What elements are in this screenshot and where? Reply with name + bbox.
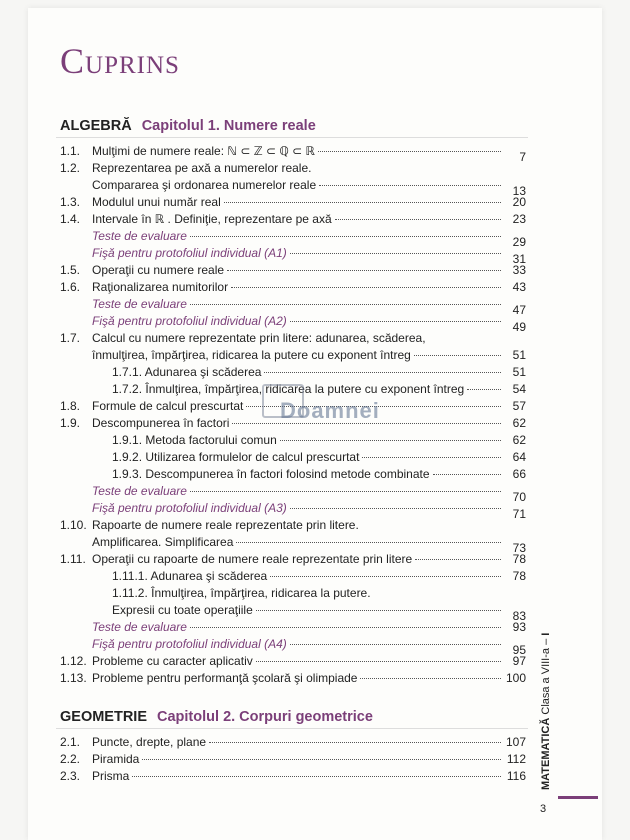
dot-leader [227, 270, 501, 271]
toc-entry [60, 751, 526, 768]
toc-entry-page: 73 [512, 541, 526, 555]
toc-entry-page: 70 [512, 490, 526, 504]
toc-entry-title: înmulţirea, împărţirea, ridicarea la putere cu exponent întreg [92, 348, 411, 362]
toc-entry [60, 466, 526, 483]
toc-entry [60, 245, 526, 266]
dot-leader [290, 321, 501, 322]
section-header-algebra [60, 118, 316, 134]
toc-entry-title: Fişă pentru protofoliul individual (A4) [92, 637, 287, 651]
toc-entry-title: Teste de evaluare [92, 484, 187, 498]
section-divider [56, 137, 528, 138]
side-subject: MATEMATICĂ [540, 717, 552, 790]
toc-entry-page: 33 [512, 263, 526, 277]
toc-entry-number: 1.1. [60, 144, 81, 158]
toc-entry-page: 112 [506, 752, 526, 766]
toc-entry-title: 1.9.1. Metoda factorului comun [112, 433, 277, 447]
toc-entry-title: 1.11.2. Înmulţirea, împărţirea, ridicarea la putere. [112, 586, 371, 600]
dot-leader [290, 644, 501, 645]
toc-entry [60, 177, 526, 198]
dot-leader [190, 491, 501, 492]
toc-entry-title: Probleme cu caracter aplicativ [92, 654, 253, 668]
toc-entry-page: 31 [512, 252, 526, 266]
toc-entry [60, 432, 526, 449]
toc-entry [60, 534, 526, 555]
toc-entry-page: 107 [505, 735, 526, 749]
toc-entry-page: 62 [512, 416, 526, 430]
section-label: GEOMETRIE [60, 709, 148, 725]
toc-entry [60, 585, 526, 602]
toc-entry [60, 500, 526, 521]
toc-entry [60, 619, 526, 636]
toc-entry-title: Mulţimi de numere reale: ℕ ⊂ ℤ ⊂ ℚ ⊂ ℝ [92, 144, 316, 158]
toc-entry-title: Operaţii cu rapoarte de numere reale reprezentate prin litere [92, 552, 413, 566]
toc-entry-page: 47 [512, 303, 526, 317]
toc-entry-page: 57 [512, 399, 526, 413]
chapter-title: Capitolul 1. Numere reale [141, 118, 316, 134]
toc-entry-page: 95 [512, 643, 526, 657]
toc-entry-page: 71 [512, 507, 526, 521]
toc-entry-number: 1.11. [60, 552, 86, 566]
dot-leader [414, 355, 501, 356]
toc-entry-title: Fişă pentru protofoliul individual (A2) [92, 314, 287, 328]
toc-entry [60, 279, 526, 296]
toc-entry [60, 296, 526, 317]
toc-entry-number: 1.5. [60, 263, 81, 277]
toc-entry-page: 78 [512, 552, 526, 566]
toc-entry [60, 483, 526, 504]
toc-entry-title: 1.9.3. Descompunerea în factori folosind metode combinate [112, 467, 430, 481]
toc-entry [60, 313, 526, 334]
page-number: 3 [540, 803, 547, 815]
toc-entry [60, 330, 526, 347]
toc-entry [60, 517, 526, 534]
toc-entry-title: Modulul unui număr real [92, 195, 221, 209]
toc-entry-title: Prisma [92, 769, 130, 783]
dot-leader [224, 202, 501, 203]
toc-entry [60, 194, 526, 211]
toc-entry-title: 1.7.1. Adunarea şi scăderea [112, 365, 262, 379]
dot-leader [142, 759, 501, 760]
toc-entry [60, 670, 526, 687]
toc-entry [60, 347, 526, 364]
toc-entry-page: 78 [512, 569, 526, 583]
toc-entry [60, 262, 526, 279]
toc-entry-page: 13 [512, 184, 526, 198]
dot-leader [256, 610, 501, 611]
dot-leader [132, 776, 501, 777]
toc-entry-page: 83 [512, 609, 526, 623]
toc-entry [60, 143, 526, 164]
toc-entry-page: 23 [512, 212, 526, 226]
toc-entry-title: 1.9.2. Utilizarea formulelor de calcul prescurtat [112, 450, 360, 464]
toc-entry-title: 1.11.1. Adunarea şi scăderea [112, 569, 268, 583]
toc-entry [60, 160, 526, 177]
side-accent-bar [558, 796, 598, 799]
toc-entry-title: Calcul cu numere reprezentate prin litere: adunarea, scăderea, [92, 331, 426, 345]
toc-entry-title: Puncte, drepte, plane [92, 735, 207, 749]
toc-entry [60, 768, 526, 785]
toc-entry-page: 97 [512, 654, 526, 668]
dot-leader [190, 627, 501, 628]
toc-entry-number: 1.8. [60, 399, 81, 413]
dot-leader [335, 219, 501, 220]
dot-leader [360, 678, 501, 679]
toc-entry-title: Amplificarea. Simplificarea [92, 535, 234, 549]
toc-entry-number: 1.10. [60, 518, 87, 532]
dot-leader [270, 576, 501, 577]
toc-entry-page: 7 [519, 150, 526, 164]
dot-leader [415, 559, 501, 560]
toc-entry-page: 29 [512, 235, 526, 249]
side-volume: I [540, 632, 552, 636]
toc-entry-page: 66 [512, 467, 526, 481]
dot-leader [231, 287, 501, 288]
toc-entry-page: 93 [512, 620, 526, 634]
watermark-text: Doamnei [280, 398, 380, 423]
side-running-title: MATEMATICĂ Clasa a VIII-a – I [540, 632, 552, 790]
toc-entry-number: 1.2. [60, 161, 81, 175]
toc-entry-page: 64 [512, 450, 526, 464]
toc-entry-number: 1.7. [60, 331, 81, 345]
toc-entry [60, 653, 526, 670]
toc-entry-title: Teste de evaluare [92, 229, 187, 243]
toc-geometrie [60, 734, 526, 785]
toc-entry-number: 1.12. [60, 654, 87, 668]
toc-entry [60, 211, 526, 228]
toc-entry [60, 734, 526, 751]
toc-entry [60, 228, 526, 249]
toc-entry-page: 49 [512, 320, 526, 334]
dot-leader [319, 185, 501, 186]
toc-entry-title: Teste de evaluare [92, 620, 187, 634]
toc-entry-number: 1.6. [60, 280, 81, 294]
page-title: Cuprins [60, 41, 180, 81]
dot-leader [209, 742, 501, 743]
toc-entry-title: Fişă pentru protofoliul individual (A3) [92, 501, 287, 515]
toc-entry [60, 364, 526, 381]
toc-entry-page: 51 [512, 348, 526, 362]
toc-entry-title: Rapoarte de numere reale reprezentate prin litere. [92, 518, 359, 532]
toc-entry [60, 568, 526, 585]
toc-entry-number: 1.4. [60, 212, 81, 226]
dot-leader [190, 236, 501, 237]
dot-leader [318, 151, 501, 152]
toc-entry-title: Fişă pentru protofoliul individual (A1) [92, 246, 287, 260]
toc-entry-page: 116 [506, 769, 526, 783]
toc-entry-number: 2.1. [60, 735, 81, 749]
toc-entry-title: Intervale în ℝ . Definiţie, reprezentare pe axă [92, 212, 332, 226]
dot-leader [264, 372, 501, 373]
dot-leader [433, 474, 501, 475]
chapter-title: Capitolul 2. Corpuri geometrice [157, 709, 373, 725]
dot-leader [256, 661, 501, 662]
toc-entry-number: 1.13. [60, 671, 87, 685]
dot-leader [190, 304, 501, 305]
dot-leader [236, 542, 501, 543]
toc-entry-title: Reprezentarea pe axă a numerelor reale. [92, 161, 312, 175]
toc-entry-page: 54 [512, 382, 526, 396]
section-divider [56, 728, 528, 729]
toc-entry [60, 636, 526, 657]
toc-entry-title: Teste de evaluare [92, 297, 187, 311]
toc-entry-page: 43 [512, 280, 526, 294]
toc-entry-title: Descompunerea în factori [92, 416, 230, 430]
toc-entry-page: 62 [512, 433, 526, 447]
toc-entry [60, 449, 526, 466]
toc-entry-page: 51 [512, 365, 526, 379]
toc-entry [60, 551, 526, 568]
toc-entry-title: Compararea şi ordonarea numerelor reale [92, 178, 317, 192]
toc-entry-title: Expresii cu toate operaţiile [112, 603, 253, 617]
toc-entry-number: 1.9. [60, 416, 81, 430]
dot-leader [280, 440, 501, 441]
toc-entry-title: Formule de calcul prescurtat [92, 399, 244, 413]
toc-entry-number: 2.3. [60, 769, 81, 783]
section-header-geometrie [60, 709, 373, 725]
section-label: ALGEBRĂ [60, 118, 132, 134]
dot-leader [362, 457, 501, 458]
dot-leader [290, 253, 501, 254]
toc-entry-title: Operaţii cu numere reale [92, 263, 225, 277]
side-grade: Clasa a VIII-a [540, 647, 552, 715]
toc-entry-number: 1.3. [60, 195, 81, 209]
toc-entry-title: 1.7.2. Înmulţirea, împărţirea, ridicarea la putere cu exponent întreg [112, 382, 465, 396]
toc-entry-page: 100 [505, 671, 526, 685]
dot-leader [467, 389, 501, 390]
toc-entry-page: 20 [512, 195, 526, 209]
toc-entry-title: Piramida [92, 752, 140, 766]
toc-entry-title: Raţionalizarea numitorilor [92, 280, 229, 294]
toc-entry-title: Probleme pentru performanţă şcolară şi olimpiade [92, 671, 358, 685]
toc-entry-number: 2.2. [60, 752, 81, 766]
dot-leader [290, 508, 501, 509]
toc-entry [60, 602, 526, 623]
